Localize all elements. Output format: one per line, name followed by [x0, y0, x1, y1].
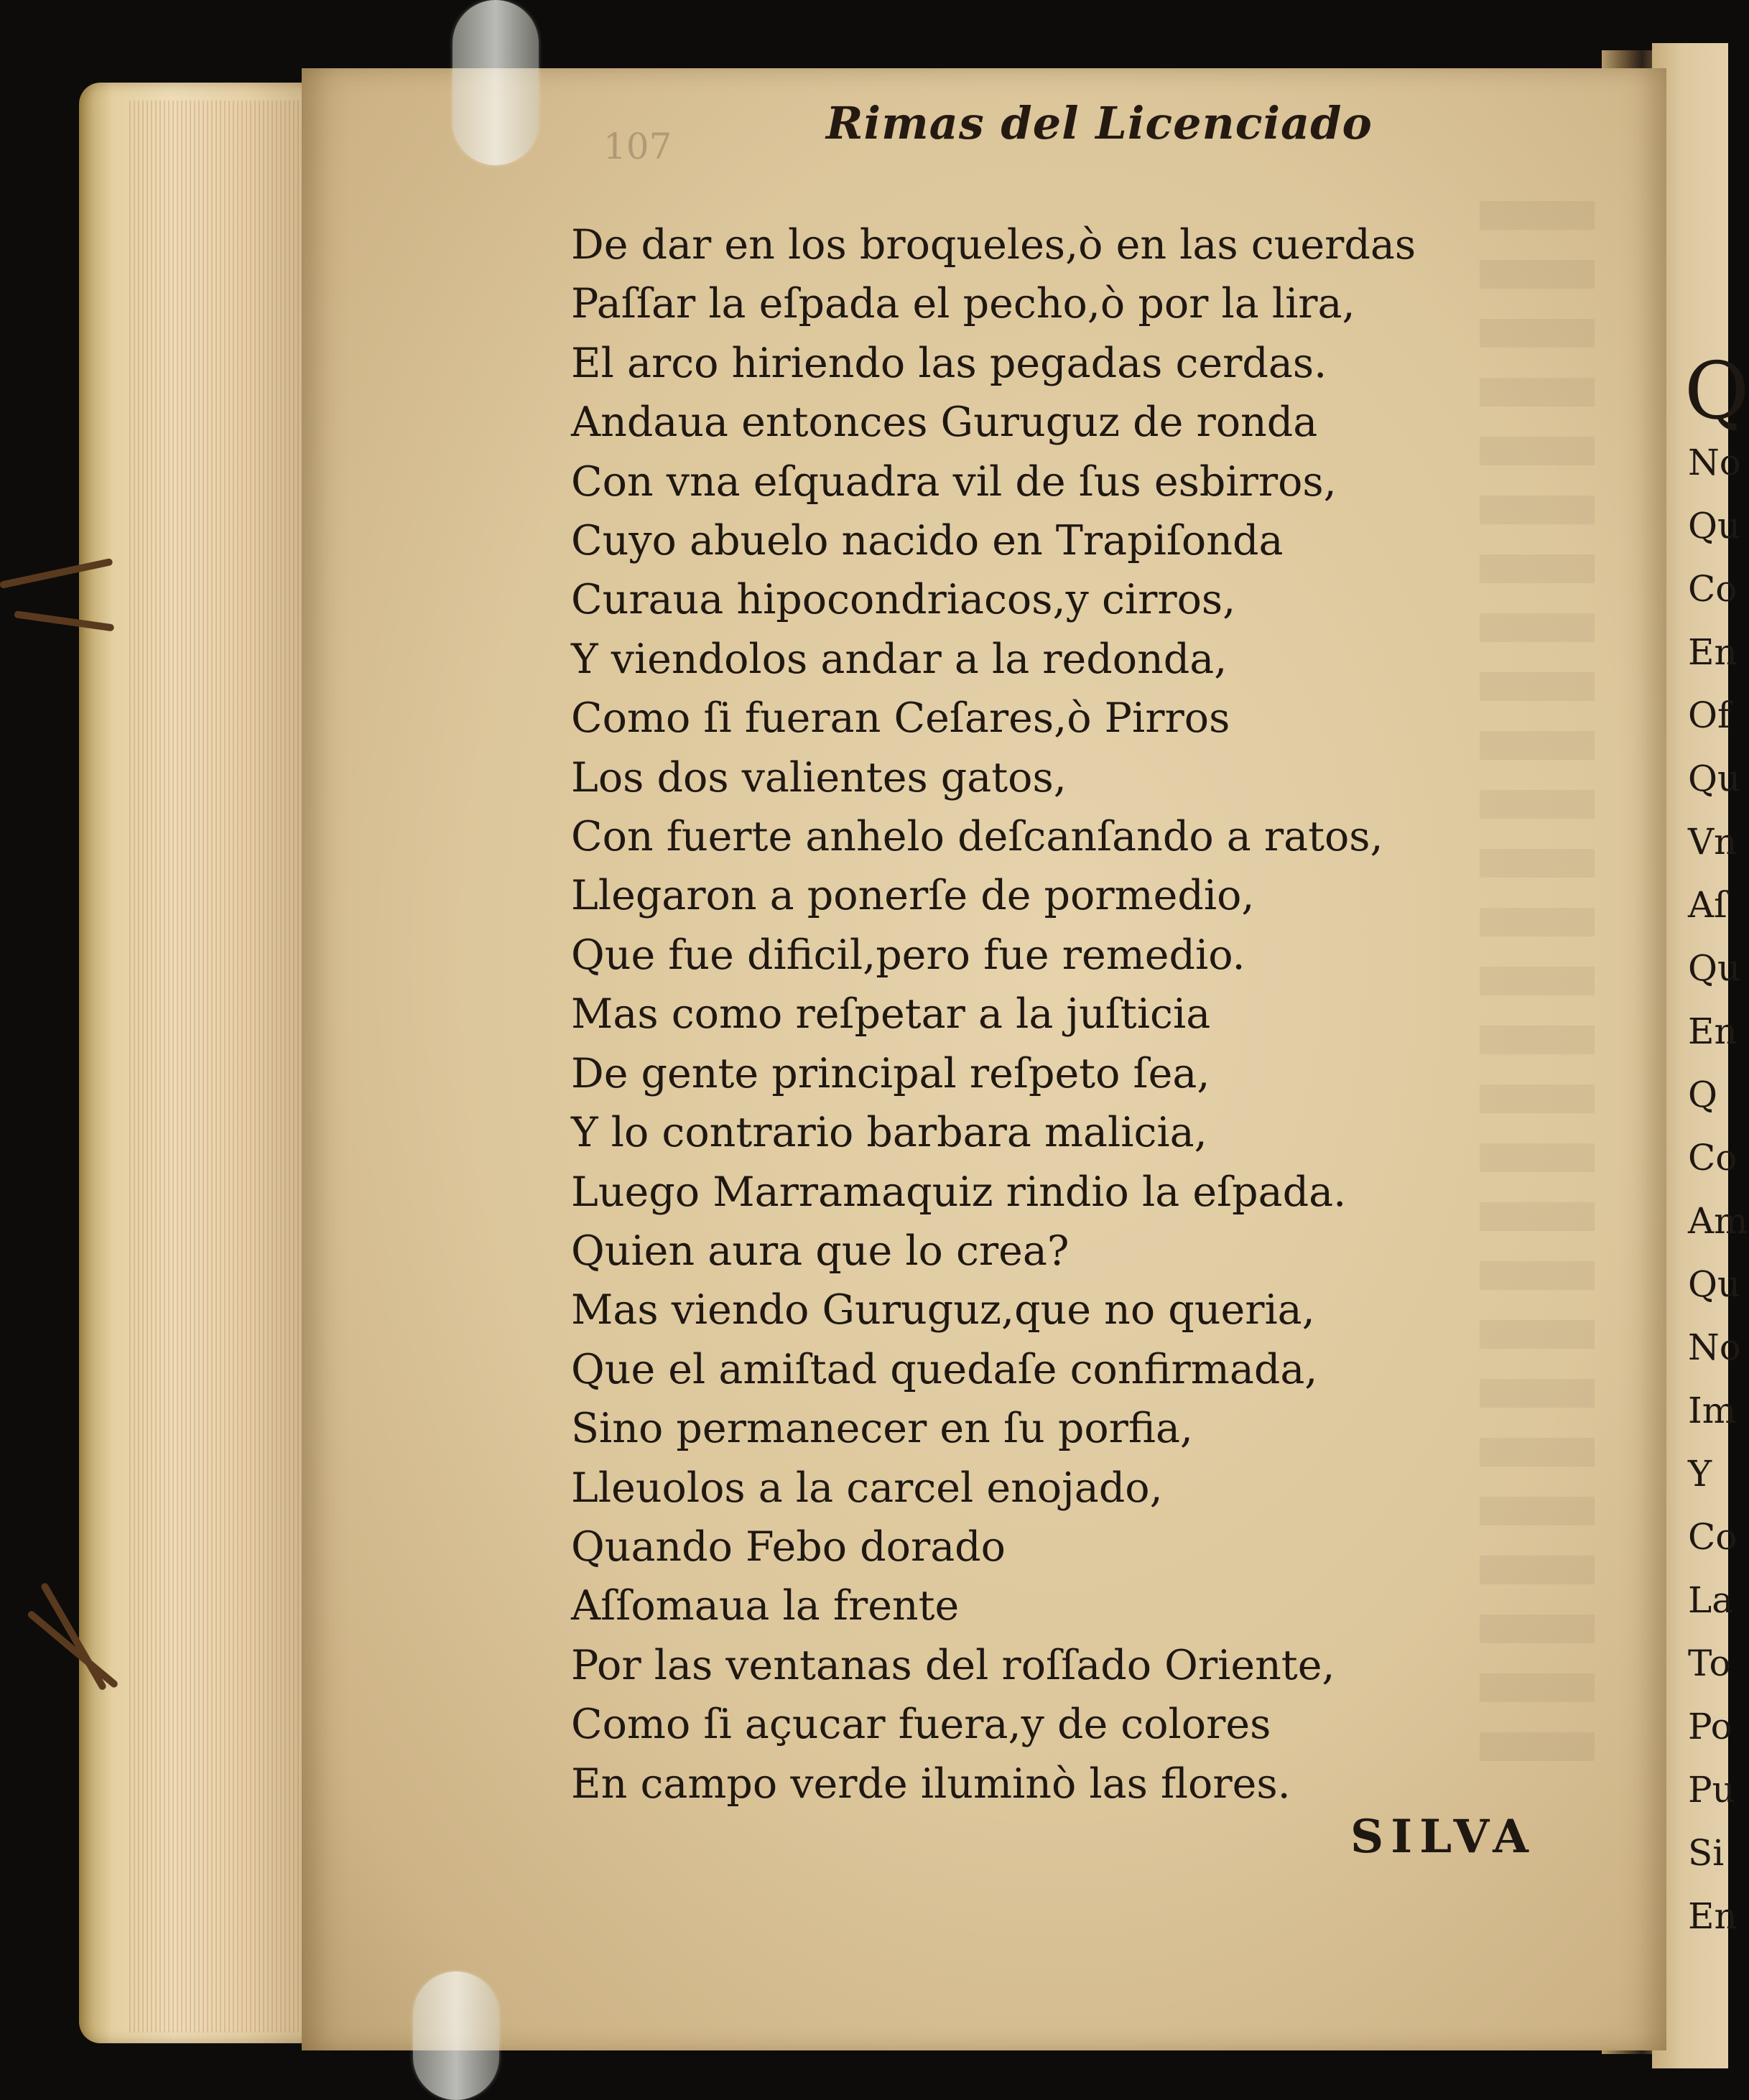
right-page-line: Co	[1688, 568, 1738, 610]
right-page-line: Co	[1688, 1516, 1738, 1558]
right-page-line: Po	[1688, 1706, 1732, 1747]
right-page-line: La	[1688, 1579, 1734, 1621]
poem-line: Cuyo abuelo nacido en Trapiſonda	[571, 517, 1284, 565]
poem-line: De gente principal reſpeto ſea,	[571, 1049, 1210, 1097]
running-header: Rimas del Licenciado	[826, 97, 1373, 149]
right-page-line: En	[1688, 631, 1738, 673]
poem-line: Con fuerte anhelo deſcanſando a ratos,	[571, 813, 1383, 861]
poem-line: Andaua entonces Guruguz de ronda	[571, 399, 1318, 447]
right-page-line: En	[1688, 1895, 1738, 1937]
folio-number: 107	[603, 126, 672, 167]
right-page-line: Si	[1688, 1832, 1725, 1874]
poem-line: El arco hiriendo las pegadas cerdas.	[571, 339, 1327, 387]
poem-line: En campo verde iluminò las flores.	[571, 1760, 1291, 1808]
right-page-line: Im	[1688, 1390, 1737, 1431]
poem-line: Paſſar la eſpada el pecho,ò por la lira,	[571, 280, 1355, 328]
poem-line: Aſſomaua la frente	[571, 1582, 960, 1630]
poem-line: Mas como reſpetar a la juſticia	[571, 990, 1211, 1039]
right-page-line: Aſ	[1688, 884, 1727, 926]
right-page-line: Am	[1688, 1200, 1748, 1242]
right-page-line: En	[1688, 1010, 1738, 1052]
poem-line: Como ſi açucar fuera,y de colores	[571, 1701, 1271, 1749]
poem-line: Mas viendo Guruguz,que no queria,	[571, 1286, 1315, 1334]
poem-line: Sino permanecer en ſu porfia,	[571, 1405, 1194, 1453]
right-page-line: Of	[1688, 694, 1731, 736]
poem-line: Con vna eſquadra vil de ſus esbirros,	[571, 457, 1337, 506]
page-edges	[129, 101, 302, 2032]
poem-line: Quando Febo dorado	[571, 1523, 1006, 1571]
right-page-line: Pu	[1688, 1769, 1735, 1811]
right-page-line: To	[1688, 1643, 1731, 1684]
right-page-line: Qu	[1688, 947, 1741, 989]
poem-line: Luego Marramaquiz rindio la eſpada.	[571, 1168, 1347, 1216]
poem-line: Los dos valientes gatos,	[571, 753, 1067, 802]
poem-line: Lleuolos a la carcel enojado,	[571, 1464, 1163, 1512]
right-page-line: Y	[1688, 1453, 1712, 1495]
poem-line: Y viendolos andar a la redonda,	[571, 635, 1228, 683]
right-page-line: Qu	[1688, 758, 1741, 799]
page-clip	[413, 1971, 499, 2100]
catchword: SILVA	[1350, 1810, 1536, 1864]
right-page-line: No	[1688, 1327, 1741, 1368]
poem-line: Llegaron a ponerſe de pormedio,	[571, 872, 1255, 920]
poem-line: Como ſi fueran Ceſares,ò Pirros	[571, 694, 1230, 743]
right-page-text	[1688, 431, 1748, 1948]
right-page-line: Vn	[1688, 821, 1738, 863]
poem-line: De dar en los broqueles,ò en las cuerdas	[571, 221, 1416, 269]
poem-line: Que el amiſtad quedaſe confirmada,	[571, 1345, 1318, 1393]
right-page-line: Q	[1688, 1074, 1717, 1115]
show-through-text	[1480, 201, 1595, 1781]
poem-line: Y lo contrario barbara malicia,	[571, 1109, 1207, 1157]
poem-line: Curaua hipocondriacos,y cirros,	[571, 576, 1236, 624]
right-page-line: Co	[1688, 1137, 1738, 1179]
right-page-line: Qu	[1688, 505, 1741, 547]
poem-line: Que fue dificil,pero fue remedio.	[571, 931, 1245, 979]
poem-line: Quien aura que lo crea?	[571, 1227, 1070, 1275]
right-page-initial: Q	[1684, 345, 1749, 437]
poem-text	[571, 215, 1469, 1813]
poem-line: Por las ventanas del roſſado Oriente,	[571, 1641, 1335, 1689]
right-page-line: No	[1688, 442, 1741, 483]
page-clip	[453, 0, 539, 165]
right-page-line: Qu	[1688, 1263, 1741, 1305]
